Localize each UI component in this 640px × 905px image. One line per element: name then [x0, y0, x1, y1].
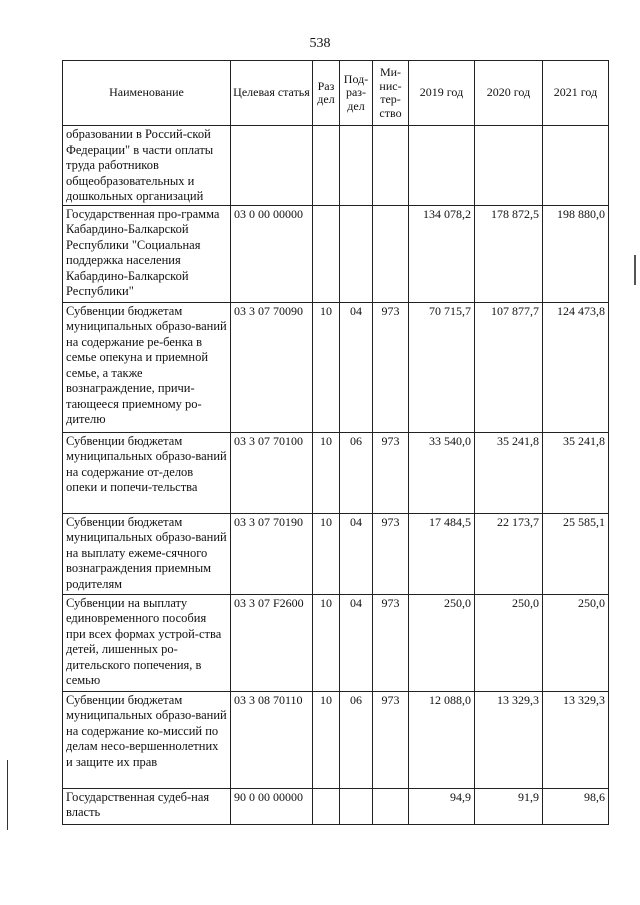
row-2019: 134 078,2	[409, 205, 475, 302]
row-name: Субвенции на выплату единовременного пособия при всех формах устрой-ства детей, лишенных ро-дительского попечения, в семью	[63, 594, 231, 691]
row-2020: 178 872,5	[475, 205, 543, 302]
row-subsection	[340, 205, 373, 302]
row-2019: 17 484,5	[409, 513, 475, 594]
table-row	[63, 513, 609, 594]
header-ministry: Ми-нис-тер-ство	[373, 61, 409, 126]
row-name: Государственная судеб-ная власть	[63, 788, 231, 824]
row-subsection: 04	[340, 302, 373, 432]
row-2019: 94,9	[409, 788, 475, 824]
row-section: 10	[313, 513, 340, 594]
row-subsection: 04	[340, 513, 373, 594]
row-section	[313, 205, 340, 302]
row-2020: 13 329,3	[475, 691, 543, 788]
row-name: Субвенции бюджетам муниципальных образо-ваний на содержание от-делов опеки и попечи-тельства	[63, 432, 231, 513]
table-row	[63, 691, 609, 788]
row-name: Государственная про-грамма Кабардино-Балкарской Республики "Социальная поддержка населения Кабардино-Балкарской Республики"	[63, 205, 231, 302]
table-row	[63, 205, 609, 302]
row-2021: 13 329,3	[543, 691, 609, 788]
row-2021	[543, 126, 609, 206]
table-row	[63, 126, 609, 206]
row-target: 03 3 07 70100	[231, 432, 313, 513]
table-row	[63, 302, 609, 432]
row-section: 10	[313, 432, 340, 513]
row-section	[313, 788, 340, 824]
header-2019: 2019 год	[409, 61, 475, 126]
row-2019	[409, 126, 475, 206]
header-subsection: Под-раз-дел	[340, 61, 373, 126]
row-name: Субвенции бюджетам муниципальных образо-ваний на содержание ко-миссий по делам несо-вершеннолетних и защите их прав	[63, 691, 231, 788]
row-2021: 25 585,1	[543, 513, 609, 594]
row-2020: 35 241,8	[475, 432, 543, 513]
row-target: 03 3 07 70090	[231, 302, 313, 432]
row-2019: 12 088,0	[409, 691, 475, 788]
row-2021: 35 241,8	[543, 432, 609, 513]
row-subsection	[340, 126, 373, 206]
row-subsection: 06	[340, 691, 373, 788]
table-header-row	[63, 61, 609, 126]
row-2021: 250,0	[543, 594, 609, 691]
row-section: 10	[313, 302, 340, 432]
row-ministry: 973	[373, 513, 409, 594]
row-ministry	[373, 126, 409, 206]
row-2021: 98,6	[543, 788, 609, 824]
table-row	[63, 432, 609, 513]
row-section: 10	[313, 691, 340, 788]
row-subsection	[340, 788, 373, 824]
row-2019: 250,0	[409, 594, 475, 691]
row-2021: 124 473,8	[543, 302, 609, 432]
budget-table	[62, 60, 609, 825]
scan-edge-mark	[7, 760, 8, 830]
row-2019: 33 540,0	[409, 432, 475, 513]
row-name: Субвенции бюджетам муниципальных образо-ваний на выплату ежеме-сячного вознаграждения приемным родителям	[63, 513, 231, 594]
row-name: образовании в Россий-ской Федерации" в части оплаты труда работников общеобразовательных и дошкольных организаций	[63, 126, 231, 206]
row-ministry: 973	[373, 594, 409, 691]
row-ministry: 973	[373, 302, 409, 432]
header-section: Раз дел	[313, 61, 340, 126]
row-subsection: 04	[340, 594, 373, 691]
table-row	[63, 594, 609, 691]
row-subsection: 06	[340, 432, 373, 513]
table-row	[63, 788, 609, 824]
row-ministry: 973	[373, 432, 409, 513]
row-2020: 107 877,7	[475, 302, 543, 432]
row-2020: 91,9	[475, 788, 543, 824]
row-2020: 22 173,7	[475, 513, 543, 594]
row-section	[313, 126, 340, 206]
row-name: Субвенции бюджетам муниципальных образо-ваний на содержание ре-бенка в семье опекуна и приемной семье, а также вознаграждение, причи-тающееся приемному ро-дителю	[63, 302, 231, 432]
row-target: 03 0 00 00000	[231, 205, 313, 302]
row-ministry	[373, 788, 409, 824]
row-target: 03 3 08 70110	[231, 691, 313, 788]
header-2021: 2021 год	[543, 61, 609, 126]
row-2020	[475, 126, 543, 206]
header-2020: 2020 год	[475, 61, 543, 126]
row-target: 03 3 07 70190	[231, 513, 313, 594]
row-ministry: 973	[373, 691, 409, 788]
row-2020: 250,0	[475, 594, 543, 691]
row-target	[231, 126, 313, 206]
row-ministry	[373, 205, 409, 302]
row-target: 03 3 07 F2600	[231, 594, 313, 691]
row-2019: 70 715,7	[409, 302, 475, 432]
page-number: 538	[309, 36, 331, 51]
header-target: Целевая статья	[231, 61, 313, 126]
row-target: 90 0 00 00000	[231, 788, 313, 824]
row-2021: 198 880,0	[543, 205, 609, 302]
row-section: 10	[313, 594, 340, 691]
header-name: Наименование	[63, 61, 231, 126]
scan-binding-mark	[634, 255, 636, 285]
